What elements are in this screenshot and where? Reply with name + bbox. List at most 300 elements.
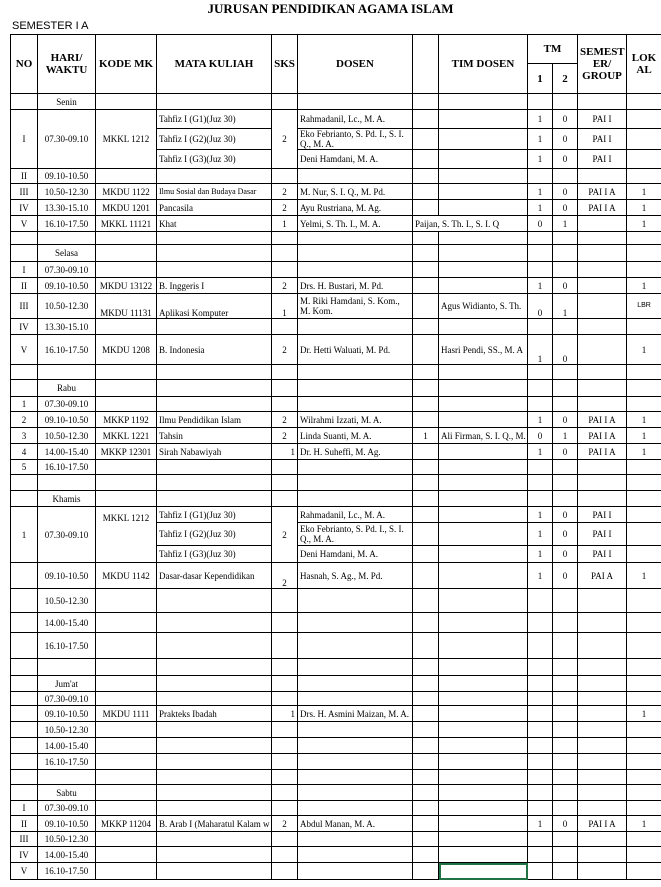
header-mata-kuliah[interactable]: MATA KULIAH xyxy=(157,35,272,94)
cell[interactable] xyxy=(578,706,627,722)
cell[interactable] xyxy=(96,738,157,754)
row-tm2[interactable]: 0 xyxy=(553,129,578,150)
row-no[interactable]: III xyxy=(11,832,38,847)
row-tim-dosen[interactable]: Paijan, S. Th. I., S. I. Q xyxy=(413,216,528,232)
cell[interactable] xyxy=(413,738,439,754)
row-time[interactable]: 09.10-10.50 xyxy=(38,706,96,722)
cell[interactable] xyxy=(38,475,96,491)
cell[interactable] xyxy=(157,863,272,880)
row-no[interactable]: 1 xyxy=(11,507,38,563)
cell[interactable] xyxy=(439,380,528,397)
row-tm1[interactable]: 1 xyxy=(528,335,553,365)
row-time[interactable]: 10.50-12.30 xyxy=(38,294,96,319)
row-time[interactable]: 13.30-15.10 xyxy=(38,200,96,216)
cell[interactable] xyxy=(439,676,528,692)
cell[interactable] xyxy=(627,365,661,380)
cell[interactable] xyxy=(553,738,578,754)
row-time[interactable]: 07.30-09.10 xyxy=(38,507,96,563)
cell[interactable] xyxy=(413,460,439,475)
row-dosen[interactable]: M. Riki Hamdani, S. Kom., M. Kom. xyxy=(298,294,413,319)
row-tm2[interactable]: 0 xyxy=(553,523,578,546)
cell[interactable] xyxy=(298,832,413,847)
cell[interactable] xyxy=(439,816,528,832)
cell[interactable] xyxy=(413,278,439,294)
cell[interactable] xyxy=(272,801,298,816)
cell[interactable] xyxy=(11,475,38,491)
row-tm1[interactable]: 1 xyxy=(528,507,553,523)
cell[interactable] xyxy=(528,847,553,863)
row-no[interactable]: 3 xyxy=(11,428,38,444)
cell[interactable] xyxy=(627,232,661,245)
row-tm2[interactable]: 0 xyxy=(553,184,578,200)
header-tm-2[interactable]: 2 xyxy=(553,64,578,94)
row-tm2[interactable]: 0 xyxy=(553,200,578,216)
cell[interactable] xyxy=(413,110,439,129)
cell[interactable] xyxy=(413,816,439,832)
cell[interactable] xyxy=(528,245,553,262)
cell[interactable] xyxy=(38,659,96,676)
row-sks[interactable]: 2 xyxy=(272,428,298,444)
cell[interactable] xyxy=(298,633,413,659)
cell[interactable] xyxy=(578,262,627,278)
cell[interactable] xyxy=(413,633,439,659)
day-label-selasa[interactable]: Selasa xyxy=(38,245,96,262)
cell[interactable] xyxy=(578,475,627,491)
row-sks[interactable]: 2 xyxy=(272,200,298,216)
cell[interactable] xyxy=(439,706,528,722)
cell[interactable] xyxy=(627,507,661,523)
cell[interactable] xyxy=(627,262,661,278)
cell[interactable] xyxy=(298,491,413,507)
cell[interactable] xyxy=(298,475,413,491)
cell[interactable] xyxy=(11,633,38,659)
cell[interactable] xyxy=(96,380,157,397)
cell[interactable] xyxy=(439,613,528,633)
cell[interactable] xyxy=(11,589,38,613)
cell[interactable] xyxy=(96,475,157,491)
row-dosen[interactable]: Abdul Manan, M. A. xyxy=(298,816,413,832)
row-no[interactable]: III xyxy=(11,294,38,319)
cell[interactable] xyxy=(627,523,661,546)
row-semester[interactable]: PAI I A xyxy=(578,184,627,200)
cell[interactable] xyxy=(96,676,157,692)
row-kode[interactable]: MKKP 12301 xyxy=(96,444,157,460)
row-lokal[interactable]: 1 xyxy=(627,412,661,428)
cell[interactable] xyxy=(413,589,439,613)
row-tm2[interactable]: 0 xyxy=(553,278,578,294)
row-lokal[interactable]: 1 xyxy=(627,444,661,460)
cell[interactable] xyxy=(38,770,96,785)
cell[interactable] xyxy=(298,365,413,380)
row-tm1[interactable]: 1 xyxy=(528,523,553,546)
cell[interactable] xyxy=(578,785,627,801)
cell[interactable] xyxy=(413,491,439,507)
row-tm1[interactable]: 1 xyxy=(528,129,553,150)
cell[interactable] xyxy=(627,319,661,335)
cell[interactable] xyxy=(627,245,661,262)
cell[interactable] xyxy=(528,706,553,722)
cell[interactable] xyxy=(413,863,439,880)
row-time[interactable]: 10.50-12.30 xyxy=(38,589,96,613)
cell[interactable] xyxy=(528,169,553,184)
cell[interactable] xyxy=(578,365,627,380)
row-semester[interactable]: PAI I xyxy=(578,129,627,150)
row-tm1[interactable]: 1 xyxy=(528,200,553,216)
row-tm2[interactable]: 0 xyxy=(553,412,578,428)
row-tm1[interactable]: 1 xyxy=(528,110,553,129)
cell[interactable] xyxy=(413,129,439,150)
cell[interactable] xyxy=(96,613,157,633)
row-mk[interactable]: Sirah Nabawiyah xyxy=(157,444,272,460)
cell[interactable] xyxy=(439,770,528,785)
cell[interactable] xyxy=(11,676,38,692)
cell[interactable] xyxy=(413,507,439,523)
cell[interactable] xyxy=(298,262,413,278)
cell[interactable] xyxy=(553,785,578,801)
row-dosen[interactable]: Rahmadanil, Lc., M. A. xyxy=(298,507,413,523)
row-no[interactable]: V xyxy=(11,335,38,365)
cell[interactable] xyxy=(528,863,553,880)
cell[interactable] xyxy=(272,785,298,801)
row-semester[interactable]: PAI I A xyxy=(578,444,627,460)
row-no[interactable]: IV xyxy=(11,847,38,863)
cell[interactable] xyxy=(11,491,38,507)
cell[interactable] xyxy=(627,460,661,475)
row-lokal[interactable]: 1 xyxy=(627,184,661,200)
cell[interactable] xyxy=(298,613,413,633)
header-tim-dosen[interactable]: TIM DOSEN xyxy=(439,35,528,94)
cell[interactable] xyxy=(439,659,528,676)
row-no[interactable]: II xyxy=(11,278,38,294)
row-time[interactable]: 09.10-10.50 xyxy=(38,563,96,589)
cell[interactable] xyxy=(272,659,298,676)
cell[interactable] xyxy=(439,475,528,491)
cell[interactable] xyxy=(528,613,553,633)
cell[interactable] xyxy=(157,785,272,801)
cell[interactable] xyxy=(439,232,528,245)
row-semester[interactable]: PAI I xyxy=(578,546,627,563)
cell[interactable] xyxy=(272,754,298,770)
row-mark[interactable]: 1 xyxy=(413,428,439,444)
cell[interactable] xyxy=(578,613,627,633)
cell[interactable] xyxy=(38,365,96,380)
cell[interactable] xyxy=(157,232,272,245)
row-dosen[interactable]: Linda Suanti, M. A. xyxy=(298,428,413,444)
row-no[interactable]: I xyxy=(11,110,38,169)
cell[interactable] xyxy=(413,444,439,460)
cell[interactable] xyxy=(439,94,528,110)
cell[interactable] xyxy=(298,245,413,262)
cell[interactable] xyxy=(528,319,553,335)
row-semester[interactable]: PAI I xyxy=(578,523,627,546)
cell[interactable] xyxy=(298,232,413,245)
cell[interactable] xyxy=(413,613,439,633)
cell[interactable] xyxy=(439,754,528,770)
cell[interactable] xyxy=(528,475,553,491)
cell[interactable] xyxy=(413,523,439,546)
row-dosen[interactable]: Eko Febrianto, S. Pd. I., S. I. Q., M. A. xyxy=(298,129,413,150)
row-semester[interactable]: PAI I xyxy=(578,507,627,523)
cell[interactable] xyxy=(272,319,298,335)
cell[interactable] xyxy=(627,491,661,507)
cell[interactable] xyxy=(553,380,578,397)
cell[interactable] xyxy=(439,738,528,754)
cell[interactable] xyxy=(272,722,298,738)
row-sks[interactable]: 1 xyxy=(272,216,298,232)
cell[interactable] xyxy=(413,397,439,412)
cell[interactable] xyxy=(298,659,413,676)
row-semester[interactable]: PAI I A xyxy=(578,412,627,428)
header-semester-group[interactable]: SEMEST ER/ GROUP xyxy=(578,35,627,94)
cell[interactable] xyxy=(298,785,413,801)
cell[interactable] xyxy=(528,801,553,816)
row-time[interactable]: 16.10-17.50 xyxy=(38,633,96,659)
cell[interactable] xyxy=(578,832,627,847)
cell[interactable] xyxy=(298,589,413,613)
header-tm[interactable]: TM xyxy=(528,35,578,64)
row-sks[interactable]: 2 xyxy=(272,335,298,365)
cell[interactable] xyxy=(553,460,578,475)
cell[interactable] xyxy=(11,785,38,801)
cell[interactable] xyxy=(439,633,528,659)
cell[interactable] xyxy=(413,832,439,847)
row-tm1[interactable]: 0 xyxy=(528,428,553,444)
cell[interactable] xyxy=(298,94,413,110)
cell[interactable] xyxy=(578,722,627,738)
row-semester[interactable]: PAI I xyxy=(578,150,627,169)
row-tm2[interactable]: 0 xyxy=(553,335,578,365)
cell[interactable] xyxy=(96,491,157,507)
row-no[interactable]: 4 xyxy=(11,444,38,460)
cell[interactable] xyxy=(627,633,661,659)
row-no[interactable]: IV xyxy=(11,200,38,216)
cell[interactable] xyxy=(413,722,439,738)
row-dosen[interactable]: Dr. H. Suheffi, M. Ag. xyxy=(298,444,413,460)
cell[interactable] xyxy=(439,832,528,847)
row-no[interactable]: 2 xyxy=(11,412,38,428)
cell[interactable] xyxy=(298,863,413,880)
row-kode[interactable]: MKDU 1208 xyxy=(96,335,157,365)
cell[interactable] xyxy=(413,365,439,380)
cell[interactable] xyxy=(413,659,439,676)
row-time[interactable]: 16.10-17.50 xyxy=(38,863,96,880)
row-dosen[interactable]: Ayu Rustriana, M. Ag. xyxy=(298,200,413,216)
row-kode[interactable]: MKDU 1201 xyxy=(96,200,157,216)
cell[interactable] xyxy=(157,94,272,110)
cell[interactable] xyxy=(578,491,627,507)
cell[interactable] xyxy=(298,169,413,184)
row-mk[interactable]: Tahsin xyxy=(157,428,272,444)
cell[interactable] xyxy=(439,785,528,801)
row-mk[interactable]: Prakteks Ibadah xyxy=(157,706,272,722)
cell[interactable] xyxy=(413,335,439,365)
cell[interactable] xyxy=(96,169,157,184)
cell[interactable] xyxy=(413,754,439,770)
header-no[interactable]: NO xyxy=(11,35,38,94)
cell[interactable] xyxy=(439,546,528,563)
cell[interactable] xyxy=(11,659,38,676)
cell[interactable] xyxy=(627,785,661,801)
row-sks[interactable]: 2 xyxy=(272,278,298,294)
cell[interactable] xyxy=(439,169,528,184)
cell[interactable] xyxy=(413,692,439,706)
row-time[interactable]: 14.00-15.40 xyxy=(38,444,96,460)
row-tm1[interactable]: 1 xyxy=(528,444,553,460)
row-lokal[interactable]: 1 xyxy=(627,816,661,832)
cell[interactable] xyxy=(553,169,578,184)
row-mk[interactable]: Aplikasi Komputer xyxy=(157,294,272,319)
cell[interactable] xyxy=(439,319,528,335)
row-tm2[interactable]: 0 xyxy=(553,444,578,460)
cell[interactable] xyxy=(553,319,578,335)
cell[interactable] xyxy=(578,754,627,770)
cell[interactable] xyxy=(96,847,157,863)
cell[interactable] xyxy=(627,832,661,847)
row-time[interactable]: 07.30-09.10 xyxy=(38,801,96,816)
day-label-senin[interactable]: Senin xyxy=(38,94,96,110)
cell[interactable] xyxy=(413,706,439,722)
row-dosen[interactable]: Wilrahmi Izzati, M. A. xyxy=(298,412,413,428)
cell[interactable] xyxy=(413,770,439,785)
row-time[interactable]: 10.50-12.30 xyxy=(38,722,96,738)
cell[interactable] xyxy=(413,801,439,816)
row-time[interactable]: 16.10-17.50 xyxy=(38,754,96,770)
cell[interactable] xyxy=(627,110,661,129)
row-mk[interactable]: Ilmu Sosial dan Budaya Dasar xyxy=(157,184,272,200)
row-time[interactable]: 07.30-09.10 xyxy=(38,110,96,169)
row-mk[interactable]: Tahfiz I (G2)(Juz 30) xyxy=(157,523,272,546)
cell[interactable] xyxy=(413,785,439,801)
row-dosen[interactable]: Deni Hamdani, M. A. xyxy=(298,546,413,563)
row-lokal[interactable]: 1 xyxy=(627,216,661,232)
header-tm-1[interactable]: 1 xyxy=(528,64,553,94)
cell[interactable] xyxy=(553,613,578,633)
cell[interactable] xyxy=(96,397,157,412)
row-no[interactable]: 1 xyxy=(11,397,38,412)
cell[interactable] xyxy=(157,832,272,847)
cell[interactable] xyxy=(272,738,298,754)
header-hari-waktu[interactable]: HARI/ WAKTU xyxy=(38,35,96,94)
row-mk[interactable]: Tahfiz I (G3)(Juz 30) xyxy=(157,546,272,563)
cell[interactable] xyxy=(298,801,413,816)
row-time[interactable]: 16.10-17.50 xyxy=(38,335,96,365)
cell[interactable] xyxy=(627,475,661,491)
row-sks[interactable]: 2 xyxy=(272,110,298,169)
cell[interactable] xyxy=(96,722,157,738)
row-no[interactable]: V xyxy=(11,863,38,880)
cell[interactable] xyxy=(627,94,661,110)
cell[interactable] xyxy=(528,633,553,659)
cell[interactable] xyxy=(157,262,272,278)
row-tm2[interactable]: 0 xyxy=(553,563,578,589)
row-lokal[interactable]: 1 xyxy=(627,335,661,365)
cell[interactable] xyxy=(439,129,528,150)
row-time[interactable]: 07.30-09.10 xyxy=(38,262,96,278)
cell[interactable] xyxy=(298,380,413,397)
cell[interactable] xyxy=(413,245,439,262)
cell[interactable] xyxy=(627,847,661,863)
cell[interactable] xyxy=(578,847,627,863)
cell[interactable] xyxy=(528,738,553,754)
row-mk[interactable]: B. Arab I (Maharatul Kalam w xyxy=(157,816,272,832)
cell[interactable] xyxy=(413,380,439,397)
cell[interactable] xyxy=(528,659,553,676)
row-semester[interactable]: PAI I A xyxy=(578,200,627,216)
cell[interactable] xyxy=(553,94,578,110)
cell[interactable] xyxy=(528,460,553,475)
cell[interactable] xyxy=(578,397,627,412)
row-mk[interactable]: Tahfiz I (G2)(Juz 30) xyxy=(157,129,272,150)
cell[interactable] xyxy=(413,262,439,278)
row-kode[interactable]: MKDU 1142 xyxy=(96,563,157,589)
cell[interactable] xyxy=(413,475,439,491)
cell[interactable] xyxy=(528,232,553,245)
cell[interactable] xyxy=(413,546,439,563)
row-time[interactable]: 16.10-17.50 xyxy=(38,216,96,232)
row-dosen[interactable]: Rahmadanil, Lc., M. A. xyxy=(298,110,413,129)
cell[interactable] xyxy=(553,832,578,847)
cell[interactable] xyxy=(96,232,157,245)
cell[interactable] xyxy=(413,169,439,184)
cell[interactable] xyxy=(627,546,661,563)
cell[interactable] xyxy=(96,801,157,816)
row-sks[interactable]: 1 xyxy=(272,444,298,460)
cell[interactable] xyxy=(157,847,272,863)
cell[interactable] xyxy=(11,365,38,380)
row-kode[interactable]: MKKL 1212 xyxy=(96,507,157,563)
row-time[interactable]: 07.30-09.10 xyxy=(38,397,96,412)
cell[interactable] xyxy=(528,754,553,770)
cell[interactable] xyxy=(272,245,298,262)
row-tm1[interactable]: 1 xyxy=(528,563,553,589)
row-kode[interactable]: MKDU 13122 xyxy=(96,278,157,294)
cell[interactable] xyxy=(553,770,578,785)
row-time[interactable]: 07.30-09.10 xyxy=(38,692,96,706)
cell[interactable] xyxy=(96,589,157,613)
row-sks[interactable]: 2 xyxy=(272,563,298,589)
cell[interactable] xyxy=(439,278,528,294)
row-dosen[interactable]: Eko Febrianto, S. Pd. I., S. I. Q., M. A. xyxy=(298,523,413,546)
cell[interactable] xyxy=(439,262,528,278)
cell[interactable] xyxy=(578,589,627,613)
row-semester[interactable]: PAI A xyxy=(578,563,627,589)
cell[interactable] xyxy=(627,801,661,816)
cell[interactable] xyxy=(157,659,272,676)
cell[interactable] xyxy=(439,444,528,460)
cell[interactable] xyxy=(96,460,157,475)
cell[interactable] xyxy=(578,380,627,397)
header-lokal[interactable]: LOK AL xyxy=(627,35,661,94)
header-blank[interactable] xyxy=(413,35,439,94)
cell[interactable] xyxy=(11,232,38,245)
cell[interactable] xyxy=(578,294,627,319)
cell[interactable] xyxy=(439,397,528,412)
semester-label[interactable]: SEMESTER I A xyxy=(12,20,89,32)
cell[interactable] xyxy=(627,397,661,412)
cell[interactable] xyxy=(272,589,298,613)
cell[interactable] xyxy=(528,589,553,613)
row-time[interactable]: 14.00-15.40 xyxy=(38,738,96,754)
cell[interactable] xyxy=(578,738,627,754)
row-mk[interactable]: Tahfiz I (G1)(Juz 30) xyxy=(157,110,272,129)
row-dosen[interactable]: M. Nur, S. I. Q., M. Pd. xyxy=(298,184,413,200)
header-sks[interactable]: SKS xyxy=(272,35,298,94)
cell[interactable] xyxy=(272,770,298,785)
cell[interactable] xyxy=(627,169,661,184)
cell[interactable] xyxy=(627,589,661,613)
row-kode[interactable]: MKKP 1192 xyxy=(96,412,157,428)
cell[interactable] xyxy=(439,722,528,738)
